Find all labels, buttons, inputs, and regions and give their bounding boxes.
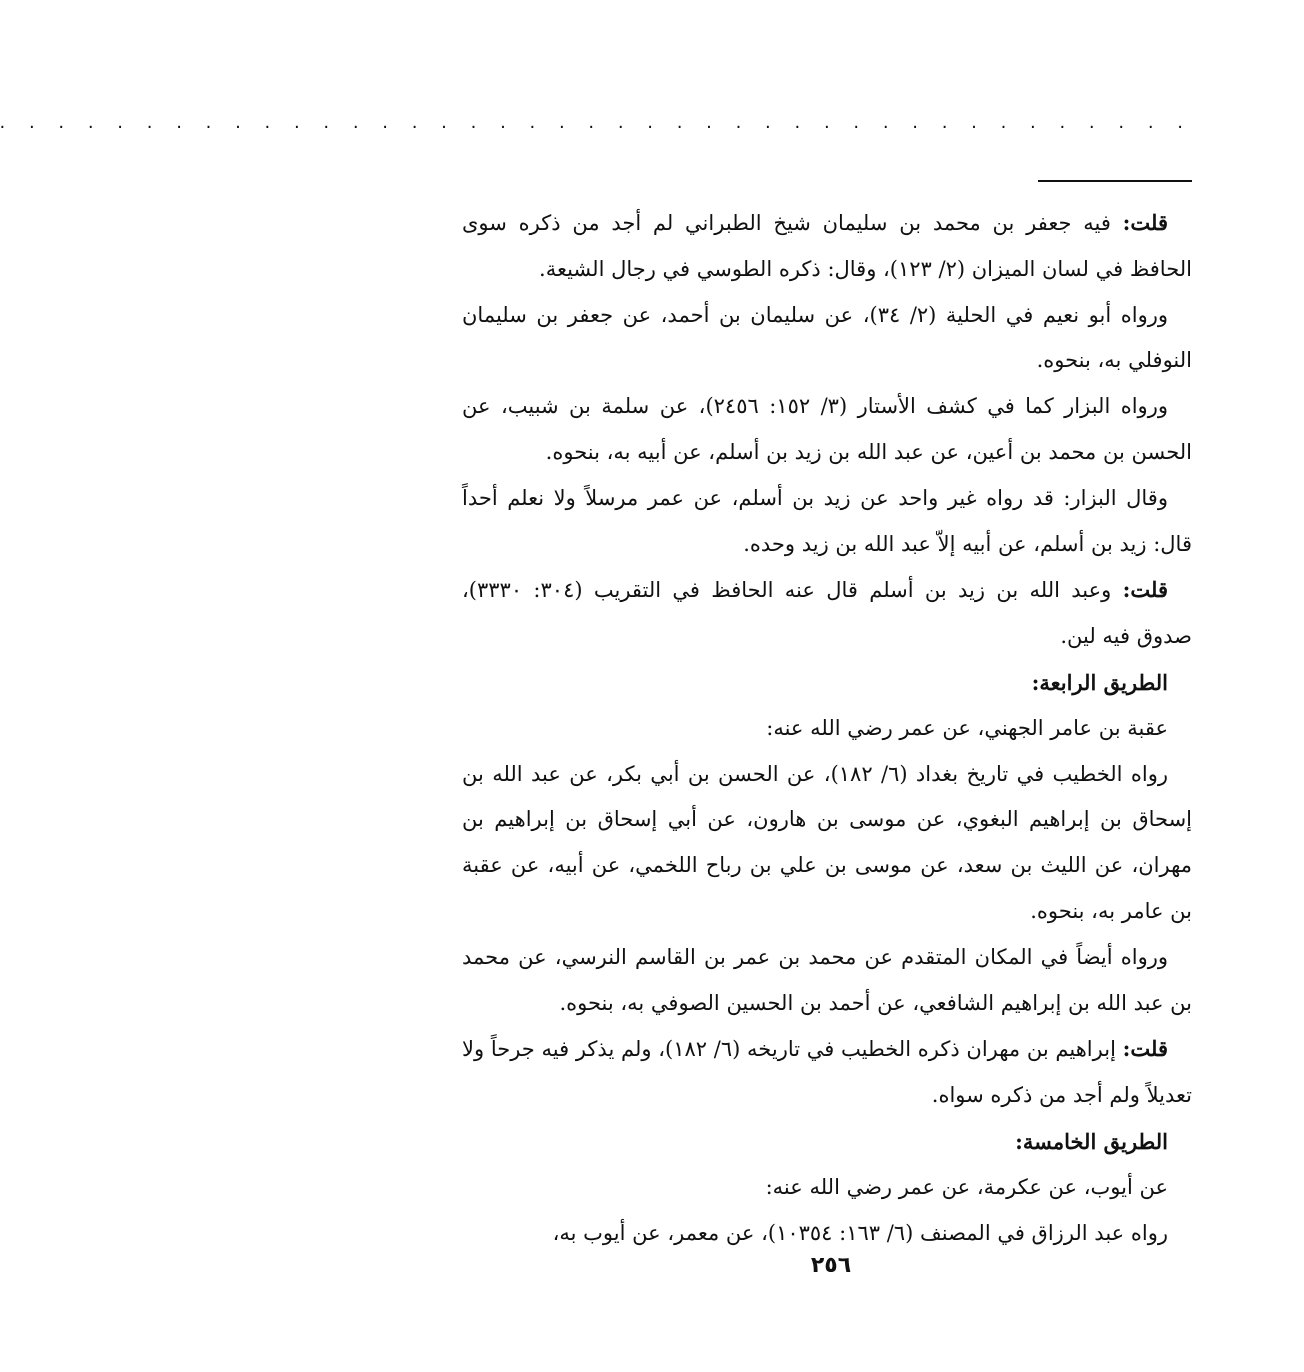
paragraph-text: فيه جعفر بن محمد بن سليمان شيخ الطبراني لم أجد من ذكره سوى الحافظ في لسان الميزان (٢/ ١٢٣)، وقال: ذكره الطوسي في رجال الشيعة.	[462, 211, 1192, 281]
section-heading	[462, 1119, 1192, 1165]
paragraph	[462, 200, 1192, 293]
paragraph-text: ورواه البزار كما في كشف الأستار (٣/ ١٥٢: ٢٤٥٦)، عن سلمة بن شبيب، عن الحسن بن محمد بن أعين، عن عبد الله بن زيد بن أسلم، عن أبيه به، بنحوه.	[462, 394, 1192, 464]
section-heading	[462, 660, 1192, 706]
paragraph	[462, 476, 1192, 568]
paragraph-text: ورواه أيضاً في المكان المتقدم عن محمد بن عمر بن القاسم النرسي، عن محمد بن عبد الله بن إبراهيم الشافعي، عن أحمد بن الحسين الصوفي به، بنحوه.	[462, 944, 1192, 1015]
paragraph	[462, 384, 1192, 476]
paragraph-text: وعبد الله بن زيد بن أسلم قال عنه الحافظ في التقريب (٣٠٤: ٣٣٣٠)، صدوق فيه لين.	[462, 578, 1192, 649]
paragraph-text: وقال البزار: قد رواه غير واحد عن زيد بن أسلم، عن عمر مرسلاً ولا نعلم أحداً قال: زيد بن أسلم، عن أبيه إلاّ عبد الله بن زيد وحده.	[462, 485, 1192, 556]
page-number: ٢٥٦	[810, 1253, 852, 1278]
paragraph	[462, 752, 1192, 935]
paragraph	[462, 1026, 1192, 1119]
paragraph	[462, 1165, 1192, 1211]
page-body	[462, 200, 1192, 1245]
paragraph	[462, 935, 1192, 1027]
paragraph-text: رواه عبد الرزاق في المصنف (٦/ ١٦٣: ١٠٣٥٤)، عن معمر، عن أيوب به،	[552, 1220, 1168, 1245]
paragraph-lead: قلت:	[1122, 1036, 1169, 1062]
paragraph	[462, 706, 1192, 752]
paragraph-text: إبراهيم بن مهران ذكره الخطيب في تاريخه (٦/ ١٨٢)، ولم يذكر فيه جرحاً ولا تعديلاً ولم أجد من ذكره سواه.	[462, 1037, 1192, 1108]
paragraph-text: عقبة بن عامر الجهني، عن عمر رضي الله عنه:	[766, 715, 1168, 740]
section-heading-text: الطريق الرابعة:	[1031, 669, 1168, 695]
paragraph-text: ورواه أبو نعيم في الحلية (٢/ ٣٤)، عن سليمان بن أحمد، عن جعفر بن سليمان النوفلي به، بنحوه.	[462, 302, 1192, 373]
paragraph-lead: قلت:	[1122, 577, 1168, 603]
paragraph	[462, 567, 1192, 660]
paragraph-text: رواه الخطيب في تاريخ بغداد (٦/ ١٨٢)، عن الحسن بن أبي بكر، عن عبد الله بن إسحاق بن إبراهيم البغوي، عن موسى بن هارون، عن أبي إسحاق بن إبراهيم بن مهران، عن الليث بن سعد، عن موسى بن علي بن رباح اللخمي، عن أبيه، عن عقبة بن عامر به، بنحوه.	[462, 761, 1192, 923]
dotted-separator: . . . . . . . . . . . . . . . . . . . . . . . . . . . . . . . . . . . . . . . . .	[0, 112, 1192, 133]
footnote-rule	[1038, 180, 1192, 182]
section-heading-text: الطريق الخامسة:	[1015, 1128, 1168, 1154]
paragraph	[462, 293, 1192, 385]
paragraph-text: عن أيوب، عن عكرمة، عن عمر رضي الله عنه:	[765, 1174, 1168, 1199]
paragraph-lead: قلت:	[1122, 210, 1168, 235]
